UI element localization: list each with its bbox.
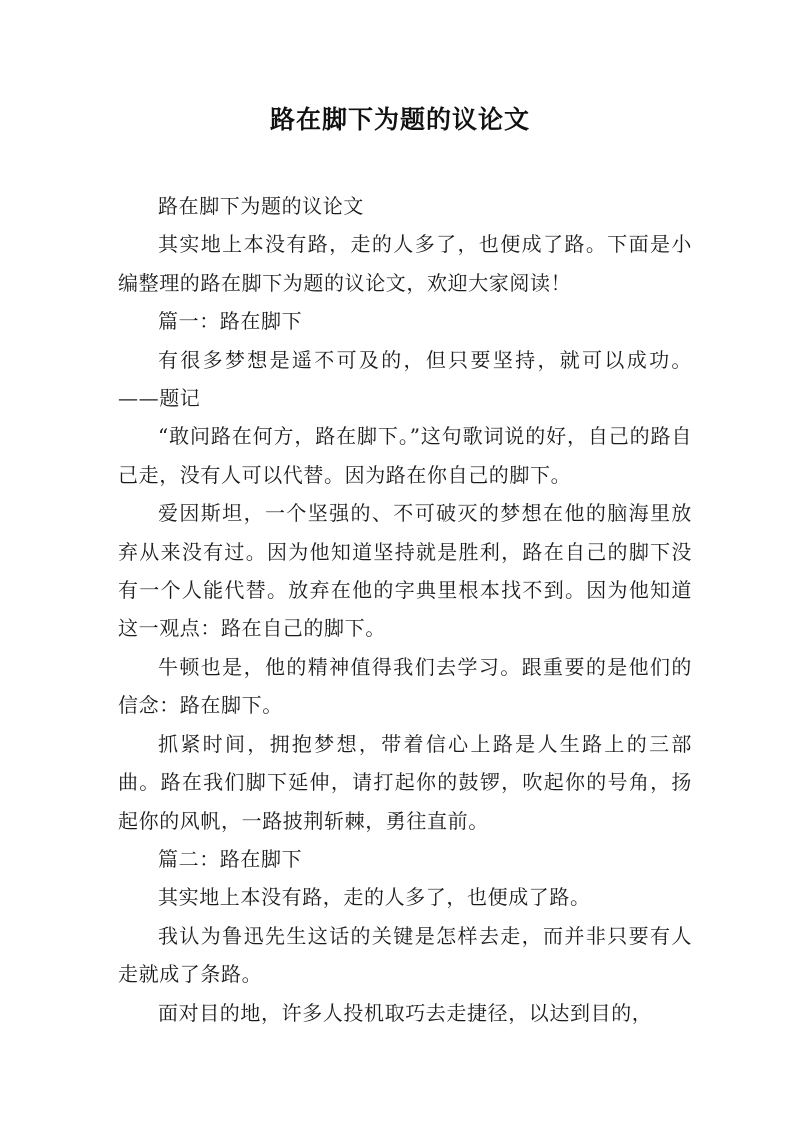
paragraph: 其实地上本没有路，走的人多了，也便成了路。 <box>158 885 591 910</box>
paragraph: 我认为鲁迅先生这话的关键是怎样去走，而并非只要有人走就成了条路。 <box>118 923 692 987</box>
section-heading-part-one: 篇一：路在脚下 <box>158 309 303 334</box>
paragraph: 爱因斯坦，一个坚强的、不可破灭的梦想在他的脑海里放弃从来没有过。因为他知道坚持就是胜利，路在自己的脚下没有一个人能代替。放弃在他的字典里根本找不到。因为他知道这一观点：路在自己的脚下。 <box>118 501 692 641</box>
document-title: 路在脚下为题的议论文 <box>269 105 530 134</box>
paragraph: 面对目的地，许多人投机取巧去走捷径，以达到目的， <box>158 1000 653 1025</box>
document-body <box>118 187 692 1032</box>
paragraph: 抓紧时间，拥抱梦想，带着信心上路是人生路上的三部曲。路在我们脚下延伸，请打起你的鼓锣，吹起你的号角，扬起你的风帆，一路披荆斩棘，勇往直前。 <box>118 731 692 833</box>
section-heading-part-two: 篇二：路在脚下 <box>158 846 303 871</box>
paragraph-epigraph: 有很多梦想是遥不可及的，但只要坚持，就可以成功。——题记 <box>118 347 692 411</box>
paragraph-intro: 其实地上本没有路，走的人多了，也便成了路。下面是小编整理的路在脚下为题的议论文，欢迎大家阅读！ <box>118 232 692 295</box>
paragraph: “敢问路在何方，路在脚下。”这句歌词说的好，自己的路自己走，没有人可以代替。因为路在你自己的脚下。 <box>118 424 692 487</box>
paragraph-heading-repeat: 路在脚下为题的议论文 <box>158 194 364 218</box>
paragraph: 牛顿也是，他的精神值得我们去学习。跟重要的是他们的信念：路在脚下。 <box>118 654 692 718</box>
